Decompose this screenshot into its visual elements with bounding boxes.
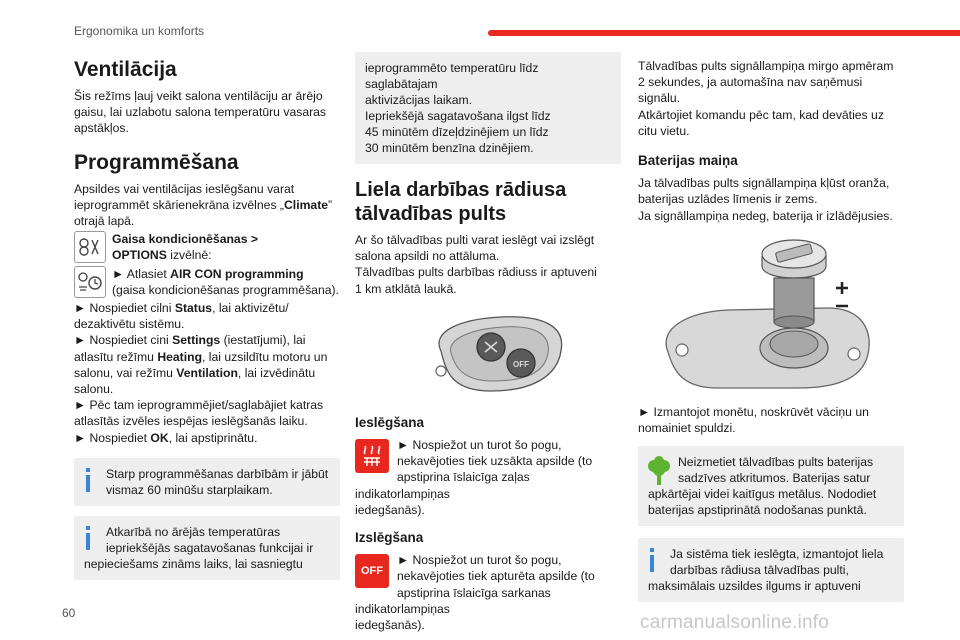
text-line: iedegšanās).	[355, 502, 425, 517]
environment-box	[638, 446, 904, 526]
text-span: ► Atlasiet	[112, 266, 171, 281]
text-line: Šis režīms ļauj veikt salona ventilāciju ar ārējo	[74, 89, 323, 103]
text-line: 1 km atklātā laukā.	[355, 281, 457, 296]
battery-paragraph	[638, 175, 904, 224]
text-span: ► Nospiediet cini	[74, 333, 173, 348]
text-line: 30 minūtēm benzīna dzinējiem.	[365, 141, 534, 155]
ac-options-row	[74, 231, 340, 263]
text-line: apstiprina īslaicīga sarkanas indikatorlampiņas	[355, 585, 551, 616]
svg-text:OFF: OFF	[513, 359, 529, 369]
ventilation-keyword: Ventilation	[176, 365, 238, 380]
remote-paragraph	[355, 232, 621, 297]
heater-on-icon	[355, 439, 389, 473]
text-line: dezaktivētu sistēmu.	[74, 317, 185, 332]
text-span: ieprogrammēt skārienekrāna izvēlnes „	[74, 197, 284, 212]
text-line: aktivizācijas laikam.	[365, 93, 473, 107]
blink-paragraph	[638, 58, 904, 139]
text-line: Ja tālvadības pults signāllampiņa kļūst oranža,	[638, 176, 890, 191]
text-line: nekavējoties tiek apturēta apsilde (to	[397, 569, 595, 584]
text-line: ► Pēc tam ieprogrammējiet/saglabājiet katras	[74, 398, 324, 413]
text-span: atlasītu režīmu	[74, 349, 158, 364]
text-line: tālvadības pults	[355, 203, 507, 225]
remote-heading	[355, 178, 621, 226]
heater-off-icon	[355, 554, 389, 588]
text-line: apkārtējai videi kaitīgus metālus. Nododiet	[648, 487, 877, 502]
tree-icon	[648, 456, 670, 486]
ac-programming-keyword: AIR CON programming	[170, 266, 304, 281]
text-line: Tālvadības pults darbības rādiuss ir aptuveni	[355, 265, 597, 280]
battery-illustration	[658, 232, 878, 392]
climate-keyword: Climate	[284, 197, 329, 212]
text-line: nepieciešams zināms laiks, lai sasniegtu	[84, 556, 303, 571]
text-span: ► Nospiediet cilni	[74, 301, 175, 316]
text-span: , lai izvēdinātu	[237, 365, 316, 380]
text-line: Ja sistēma tiek ieslēgta, izmantojot liela	[670, 547, 884, 562]
text-line: citu vietu.	[638, 123, 690, 138]
text-line: nekavējoties tiek uzsākta apsilde (to	[397, 454, 593, 469]
text-line: ► Izmantojot monētu, noskrūvēt vāciņu un	[638, 404, 869, 419]
text-line: salonu.	[74, 382, 114, 397]
programming-heading: Programmēšana	[74, 150, 239, 174]
text-line: gaisu, lai uzlabotu salona temperatūru vasaras	[74, 105, 327, 120]
off-icon-label: OFF	[361, 565, 383, 578]
text-line: nomainiet spuldzi.	[638, 421, 736, 436]
text-line: salona apsildi no attāluma.	[355, 249, 500, 264]
info-icon	[650, 548, 654, 572]
text-line: Iepriekšējā sagatavošana ilgst līdz	[365, 109, 551, 123]
off-heading: Izslēgšana	[355, 530, 424, 546]
text-line: otrajā lapā.	[74, 214, 135, 229]
column-left	[74, 58, 340, 590]
info-box-temperature	[74, 516, 340, 580]
text-line: darbības rādiusa tālvadības pulti,	[670, 563, 849, 578]
column-middle	[355, 58, 621, 633]
clock-fan-icon	[74, 266, 106, 298]
text-line: ► Nospiežot un turot šo pogu,	[397, 438, 562, 453]
column-right	[638, 58, 904, 612]
text-span: ”	[328, 197, 333, 212]
text-line: apstiprina īslaicīga zaļas indikatorlampiņas	[355, 470, 530, 501]
info-box-interval	[74, 458, 340, 506]
status-keyword: Status	[174, 301, 213, 316]
on-heading: Ieslēgšana	[355, 414, 425, 430]
text-line: Ar šo tālvadības pulti varat ieslēgt vai izslēgt	[355, 233, 595, 247]
text-line: Gaisa kondicionēšanas >	[112, 232, 258, 247]
options-keyword: OPTIONS	[112, 248, 167, 263]
text-line: 45 minūtēm dīzeļdzinējiem un līdz	[365, 125, 549, 139]
text-span: izvēlnē:	[166, 248, 212, 263]
text-line: Starp programmēšanas darbībām ir jābūt	[106, 466, 329, 481]
text-line: sadzīves atkritumos. Baterijas satur	[678, 471, 871, 486]
text-span: , lai apstiprinātu.	[168, 430, 258, 445]
text-line: 2 sekundes, ja automašīna nav saņēmusi	[638, 75, 863, 90]
programming-intro	[74, 181, 340, 230]
info-icon	[86, 526, 90, 550]
text-span: (iestatījumi), lai	[220, 333, 306, 348]
watermark: carmanualsonline.info	[640, 612, 830, 633]
text-line: Liela darbības rādiusa	[355, 179, 567, 201]
text-line: Ja signāllampiņa nedeg, baterija ir izlādējusies.	[638, 208, 893, 223]
on-section	[355, 437, 621, 518]
text-line: Tālvadības pults signāllampiņa mirgo apmēram	[638, 59, 894, 73]
text-line: iedegšanās).	[355, 618, 425, 633]
text-span: ► Nospiediet	[74, 430, 151, 445]
off-section	[355, 552, 621, 633]
ac-programming-row	[74, 266, 340, 298]
text-span: , lai aktivizētu/	[212, 301, 289, 316]
ok-keyword: OK	[150, 430, 169, 445]
ventilation-paragraph	[74, 88, 340, 137]
text-line: baterijas uzlādes līmenis ir zems.	[638, 192, 818, 207]
text-line: baterijas apstiprinātā nodošanas punktā.	[648, 503, 867, 518]
text-span: , lai uzsildītu motoru un	[202, 349, 328, 364]
info-box-continued	[355, 52, 621, 164]
text-line: Atkārtojiet komandu pēc tam, kad devāties uz	[638, 107, 884, 122]
ventilation-heading: Ventilācija	[74, 58, 177, 81]
coin-instruction	[638, 404, 904, 436]
text-line: ieprogrammēto temperatūru līdz saglabātajam	[365, 61, 539, 91]
page-number: 60	[62, 606, 76, 620]
text-line: (gaisa kondicionēšanas programmēšana).	[112, 282, 339, 297]
text-line: ► Nospiežot un turot šo pogu,	[397, 553, 562, 568]
settings-keyword: Settings	[172, 333, 221, 348]
battery-heading: Baterijas maiņa	[638, 153, 738, 169]
heating-keyword: Heating	[157, 349, 203, 364]
text-line: signālu.	[638, 91, 681, 106]
text-line: maksimālais uzsildes ilgums ir aptuveni	[648, 579, 861, 594]
text-span: salonu, vai režīmu	[74, 365, 177, 380]
remote-illustration	[421, 311, 571, 395]
text-line: Neizmetiet tālvadības pults baterijas	[678, 455, 874, 470]
info-box-remote-duration	[638, 538, 904, 602]
header-accent-bar	[488, 30, 960, 36]
text-line: Atkarībā no ārējās temperatūras	[106, 524, 281, 539]
info-icon	[86, 468, 90, 492]
text-line: iepriekšējās sagatavošanas funkcijai ir	[106, 540, 314, 555]
status-instruction	[74, 300, 340, 446]
text-line: apstākļos.	[74, 121, 129, 136]
fan-ac-icon	[74, 231, 106, 263]
text-line: vismaz 60 minūšu starplaikam.	[106, 482, 273, 497]
header-title: Ergonomika un komforts	[74, 24, 205, 38]
text-line: atlasītās izvēles iespējas ieslēgšanās laiku.	[74, 414, 308, 429]
text-line: Apsildes vai ventilācijas ieslēgšanu varat	[74, 181, 295, 196]
